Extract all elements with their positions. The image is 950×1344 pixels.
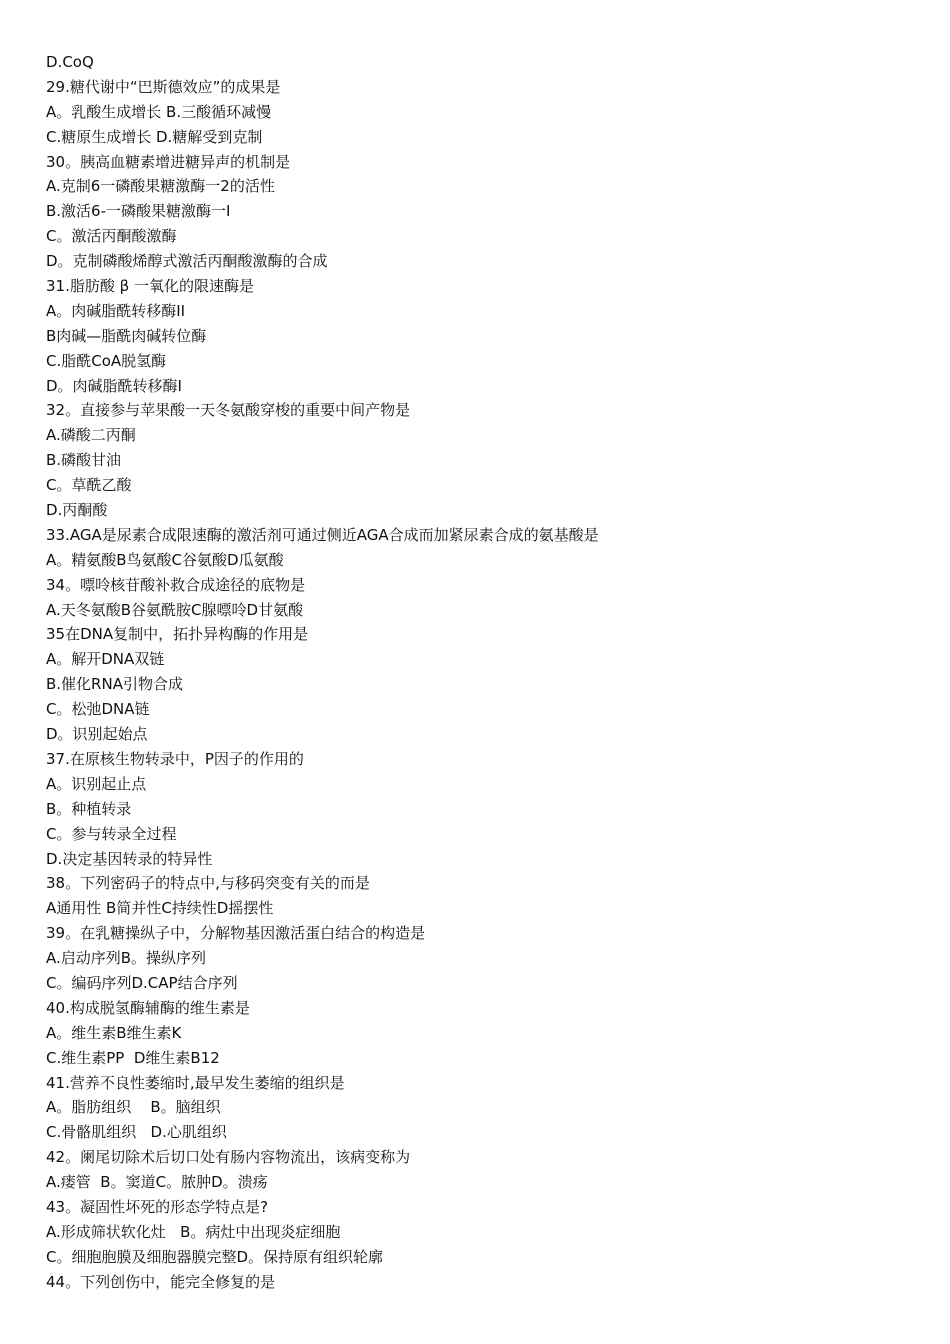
text-line: A。维生素B维生素K <box>46 1023 182 1042</box>
text-line: A.形成筛状软化灶 B。病灶中出现炎症细胞 <box>46 1222 341 1241</box>
text-line: B.激活6-一磷酸果糖激酶一I <box>46 202 231 221</box>
text-line: C.糖原生成增长 D.糖解受到克制 <box>46 127 263 146</box>
text-line: A通用性 B简并性C持续性D摇摆性 <box>46 899 274 918</box>
text-line: C.脂酰CoA脱氢酶 <box>46 351 167 370</box>
text-line: 34。嘌呤核苷酸补救合成途径的底物是 <box>46 575 306 594</box>
text-line: A.瘘管 B。窦道C。脓肿D。溃疡 <box>46 1173 268 1192</box>
text-line: C.维生素PP D维生素B12 <box>46 1048 220 1067</box>
text-line: 32。直接参与苹果酸一天冬氨酸穿梭的重要中间产物是 <box>46 401 411 420</box>
text-line: 33.AGA是尿素合成限速酶的激活剂可通过侧近AGA合成而加紧尿素合成的氨基酸是 <box>46 525 599 544</box>
text-line: B肉碱—脂酰肉碱转位酶 <box>46 326 207 345</box>
text-line: A.磷酸二丙酮 <box>46 426 136 445</box>
text-line: D.丙酮酸 <box>46 501 108 520</box>
text-line: C.骨骼肌组织 D.心肌组织 <box>46 1123 227 1142</box>
text-line: C。松弛DNA链 <box>46 700 150 719</box>
text-line: 41.营养不良性萎缩时,最早发生萎缩的组织是 <box>46 1073 345 1092</box>
text-line: A。肉碱脂酰转移酶II <box>46 301 186 320</box>
text-line: A.天冬氨酸B谷氨酰胺C腺嘌呤D甘氨酸 <box>46 600 304 619</box>
text-line: 42。阑尾切除术后切口处有肠内容物流出，该病变称为 <box>46 1148 411 1167</box>
text-line: C。参与转录全过程 <box>46 824 177 843</box>
text-line: A。乳酸生成增长 B.三酸循环减慢 <box>46 102 272 121</box>
text-line: 40.构成脱氢酶辅酶的维生素是 <box>46 998 250 1017</box>
text-line: D。肉碱脂酰转移酶I <box>46 376 182 395</box>
text-line: 38。下列密码子的特点中,与移码突变有关的而是 <box>46 874 370 893</box>
text-line: D。识别起始点 <box>46 725 148 744</box>
document-page <box>46 50 926 1295</box>
text-line: 39。在乳糖操纵子中，分解物基因激活蛋白结合的构造是 <box>46 924 426 943</box>
text-line: 37.在原核生物转录中，P因子的作用的 <box>46 749 304 768</box>
text-line: 31.脂肪酸 β 一氧化的限速酶是 <box>46 277 254 296</box>
text-line: B.催化RNA引物合成 <box>46 675 183 694</box>
text-line: D.CoQ <box>46 53 94 71</box>
text-line: B.磷酸甘油 <box>46 451 122 470</box>
text-line: A。脂肪组织 B。脑组织 <box>46 1098 221 1117</box>
text-line: A.启动序列B。操纵序列 <box>46 949 207 968</box>
text-line: A。识别起止点 <box>46 774 147 793</box>
text-line: 44。下列创伤中，能完全修复的是 <box>46 1272 276 1291</box>
text-line: B。种植转录 <box>46 799 132 818</box>
text-line: 29.糖代谢中“巴斯德效应”的成果是 <box>46 77 281 96</box>
text-line: A.克制6一磷酸果糖激酶一2的活性 <box>46 177 275 196</box>
text-line: C。激活丙酮酸激酶 <box>46 227 177 246</box>
text-line: D。克制磷酸烯醇式激活丙酮酸激酶的合成 <box>46 252 328 271</box>
text-line: 30。胰高血糖素增进糖异声的机制是 <box>46 152 291 171</box>
text-line: C。草酰乙酸 <box>46 476 132 495</box>
text-line: A。解开DNA双链 <box>46 650 165 669</box>
text-line: C。细胞胞膜及细胞器膜完整D。保持原有组织轮廓 <box>46 1247 384 1266</box>
text-line: D.决定基因转录的特异性 <box>46 849 213 868</box>
text-line: 43。凝固性坏死的形态学特点是? <box>46 1197 269 1216</box>
text-line: A。精氨酸B鸟氨酸C谷氨酸D瓜氨酸 <box>46 550 284 569</box>
text-line: C。编码序列D.CAP结合序列 <box>46 973 238 992</box>
text-line: 35在DNA复制中，拓扑异构酶的作用是 <box>46 625 309 644</box>
